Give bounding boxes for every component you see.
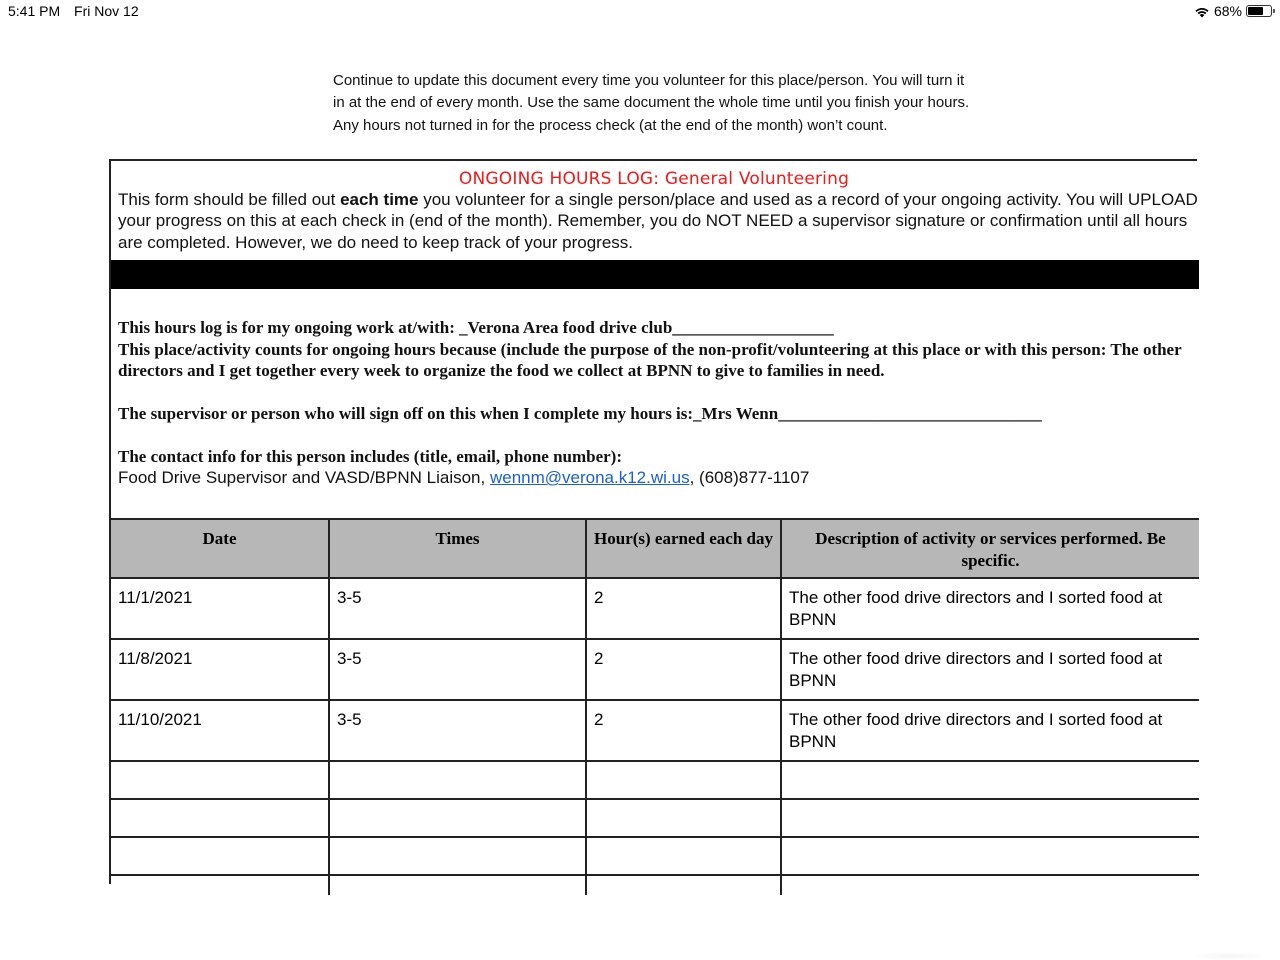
contact-title: Food Drive Supervisor and VASD/BPNN Liaison, [118, 468, 490, 487]
home-indicator[interactable] [1190, 952, 1270, 960]
ongoing-info [118, 317, 1198, 382]
cell-empty[interactable] [111, 875, 329, 895]
empty-table-row [111, 837, 1199, 875]
header-hours: Hour(s) earned each day [586, 519, 781, 578]
cell-description[interactable]: The other food drive directors and I sorted food at BPNN [781, 639, 1199, 700]
cell-description[interactable]: The other food drive directors and I sorted food at BPNN [781, 578, 1199, 639]
cell-date[interactable]: 11/8/2021 [111, 639, 329, 700]
cell-hours[interactable]: 2 [586, 639, 781, 700]
cell-date[interactable]: 11/10/2021 [111, 700, 329, 761]
table-row [111, 639, 1199, 700]
status-bar [0, 0, 1280, 24]
contact-email-link[interactable]: wennm@verona.k12.wi.us [489, 468, 690, 487]
wifi-icon [1194, 5, 1210, 17]
cell-times[interactable]: 3-5 [329, 700, 586, 761]
cell-empty[interactable] [329, 761, 586, 799]
header-date: Date [111, 519, 329, 578]
battery-level-fill [1248, 7, 1263, 15]
cell-empty[interactable] [781, 875, 1199, 895]
section-divider-band [111, 260, 1199, 289]
intro-instructions: Continue to update this document every time you volunteer for this place/person. You will turn it in at the end of every month. Use the same document the whole time until you finish your hours. Any hours not turned in for the process check (at the end of the month) won’t count. [333, 72, 970, 134]
header-times: Times [329, 519, 586, 578]
table-row [111, 578, 1199, 639]
cell-hours[interactable]: 2 [586, 700, 781, 761]
battery-icon [1246, 5, 1272, 17]
hours-log-document [109, 159, 1197, 884]
cell-times[interactable]: 3-5 [329, 578, 586, 639]
cell-description[interactable]: The other food drive directors and I sorted food at BPNN [781, 700, 1199, 761]
ongoing-work-field: This hours log is for my ongoing work at/with: _Verona Area food drive club___________________ [118, 318, 834, 337]
status-left [8, 3, 149, 19]
cell-empty[interactable] [111, 837, 329, 875]
cell-empty[interactable] [329, 799, 586, 837]
cell-empty[interactable] [586, 761, 781, 799]
cell-hours[interactable]: 2 [586, 578, 781, 639]
cell-empty[interactable] [329, 875, 586, 895]
cell-empty[interactable] [586, 799, 781, 837]
description-emphasis: each time [340, 190, 419, 209]
document-title: ONGOING HOURS LOG: General Volunteering [458, 169, 850, 189]
empty-table-row [111, 799, 1199, 837]
contact-info [118, 467, 1198, 489]
cell-empty[interactable] [586, 875, 781, 895]
contact-label: The contact info for this person includes (title, email, phone number): [118, 447, 623, 466]
header-description: Description of activity or services performed. Be specific. [781, 519, 1199, 578]
cell-empty[interactable] [781, 837, 1199, 875]
empty-table-row [111, 875, 1199, 895]
table-row [111, 700, 1199, 761]
cell-empty[interactable] [111, 799, 329, 837]
battery-percent: 68% [1213, 3, 1242, 19]
cell-empty[interactable] [586, 837, 781, 875]
description-part1: This form should be filled out [118, 190, 341, 209]
cell-times[interactable]: 3-5 [329, 639, 586, 700]
document-description [118, 189, 1198, 253]
description-part2: you volunteer for a single person/place and used as a record of your ongoing activity. You will UPLOAD your progress on this at each check in (end of the month). Remember, you do NOT NEED a supervisor signature or confirmation until all hours are completed. However, we do need to keep track of your progress. [118, 190, 1198, 252]
status-right [1194, 3, 1272, 19]
status-time: 5:41 PM [8, 3, 61, 19]
cell-empty[interactable] [781, 799, 1199, 837]
supervisor-field: The supervisor or person who will sign off on this when I complete my hours is:_Mrs Wenn_______________________________ [118, 404, 1042, 423]
cell-empty[interactable] [781, 761, 1199, 799]
cell-date[interactable]: 11/1/2021 [111, 578, 329, 639]
empty-table-row [111, 761, 1199, 799]
cell-empty[interactable] [329, 837, 586, 875]
hours-log-table [111, 518, 1199, 895]
cell-empty[interactable] [111, 761, 329, 799]
contact-phone: , (608)877-1107 [689, 468, 810, 487]
status-date: Fri Nov 12 [74, 3, 139, 19]
table-header-row [111, 519, 1199, 578]
purpose-field: This place/activity counts for ongoing hours because (include the purpose of the non-profit/volunteering at this place or with this person: The other directors and I get together every week to organize the food we collect at BPNN to give to families in need. [118, 339, 1182, 380]
